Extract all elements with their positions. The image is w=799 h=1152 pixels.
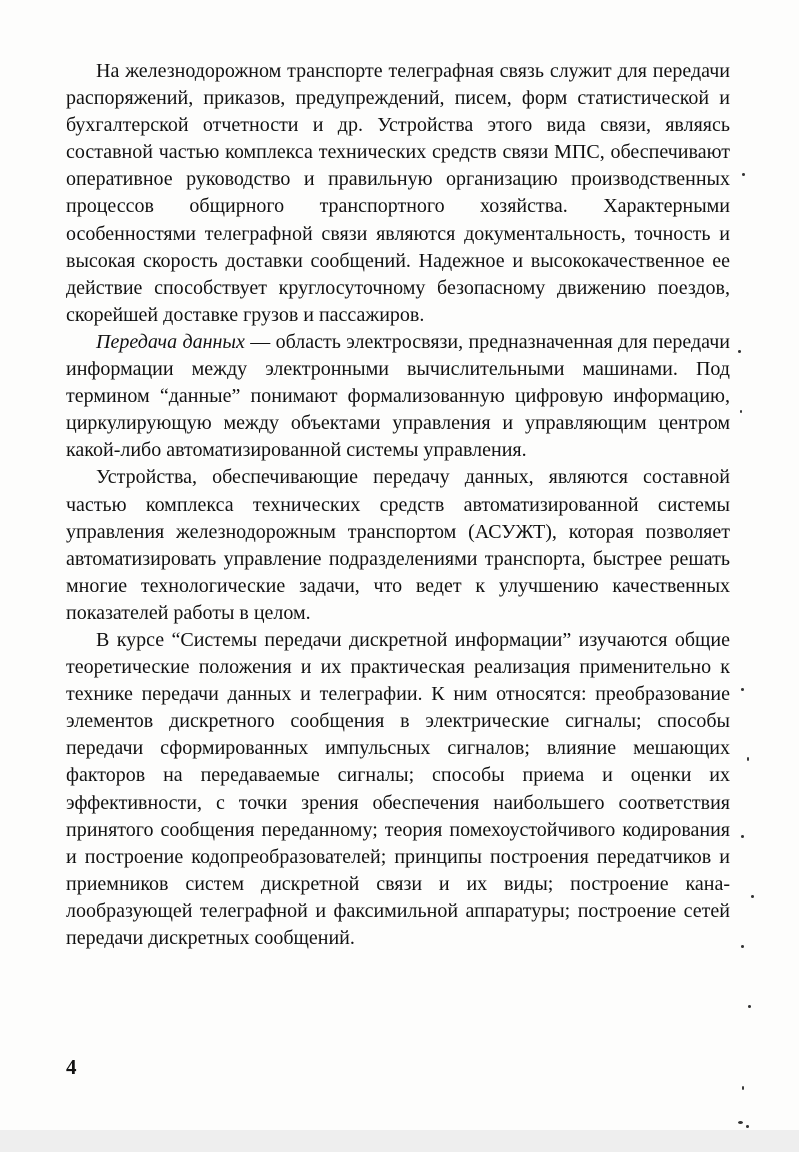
paragraph-1-text: На железнодорожном транспорте телеграфная связь служит для передачи распоряжений, приказов, предупреждений, писем, форм статистической и бухгалтерской отчетности и др. Устройства этого вида связи, являясь составной частью комплекса технических средств связи МПС, обеспечивают оперативное руководство и правильную организацию производственных процессов общирного транспортного хозяйства. Характерными особенностями телеграфной связи являются документальность, точность и высокая скорость доставки сообщений. Надежное и высококачественное ее действие способствует круглосуточному безопасному движению поездов, скорейшей доставке грузов и пассажиров. [66, 60, 730, 326]
scan-speck [742, 1086, 744, 1090]
scan-speck [748, 1005, 751, 1008]
scan-speck [741, 688, 744, 691]
paragraph-2-lead: Передача данных [96, 330, 245, 353]
body-text [66, 58, 730, 952]
scan-speck [746, 1125, 749, 1128]
scan-speck [738, 350, 741, 353]
scan-speck [747, 757, 749, 761]
scan-speck [741, 945, 744, 948]
paragraph-3 [66, 464, 730, 627]
scan-speck [751, 895, 754, 898]
paragraph-4 [66, 627, 730, 952]
scan-speck [740, 410, 742, 413]
paragraph-2-text: — область электросвязи, предназначенная для передачи информации между электронными вычислительными машинами. Под термином “данные” понимают формализованную цифровую информацию, циркулирующую между объектами управления и управляющим центром какой-либо автоматизированной системы управления. [66, 330, 730, 462]
scan-speck [738, 1121, 743, 1124]
paragraph-1 [66, 58, 730, 329]
scan-speck [741, 835, 744, 838]
paragraph-4-text: В курсе “Системы передачи дискретной информации” изучаются общие теоретические положения и их практическая реализация применительно к технике передачи данных и телеграфии. К ним относятся: преобразование элементов дискретного сообщения в электрические сигналы; способы передачи сформированных импульсных сигналов; влияние мешающих факторов на передаваемые сигналы; способы приема и оценки их эффективности, с точки зрения обеспечения наибольшего соответствия принятого сообщения переданному; теория помехоустойчивого кодирования и построение кодопреобразователей; принципы построения передатчиков и приемников систем дискретной связи и их виды; построение каналообразующей телеграфной и факсимильной аппаратуры; построение сетей передачи дискретных сообщений. [66, 628, 730, 949]
paragraph-3-text: Устройства, обеспечивающие передачу данных, являются составной частью комплекса технических средств автоматизированной системы управления железнодорожным транспортом (АСУЖТ), которая позволяет автоматизировать управление подразделениями транспорта, быстрее решать многие технологические задачи, что ведет к улучшению качественных показателей работы в целом. [66, 466, 730, 624]
scan-bottom-edge [0, 1130, 799, 1152]
paragraph-2 [66, 329, 730, 464]
page-number: 4 [66, 1055, 77, 1079]
scan-speck [742, 173, 745, 176]
